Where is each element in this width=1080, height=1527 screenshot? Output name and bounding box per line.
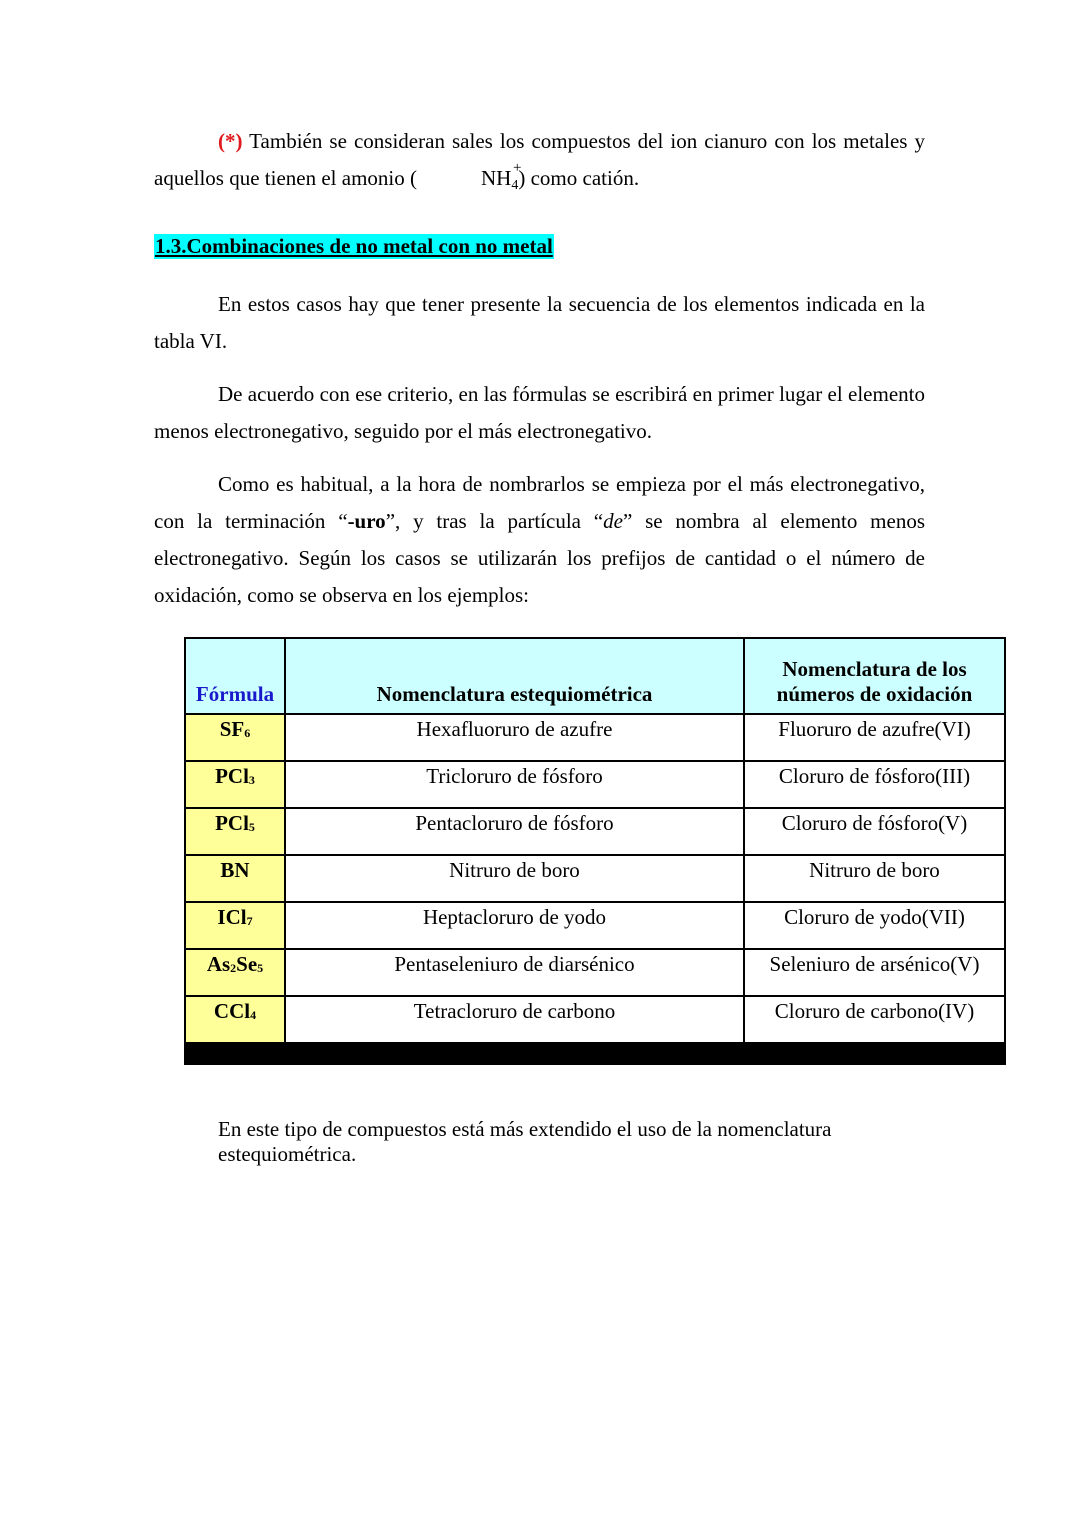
table-row	[185, 902, 1005, 949]
table-row	[185, 761, 1005, 808]
paragraph-3	[154, 466, 925, 614]
note-paragraph	[154, 123, 925, 204]
table-row	[185, 949, 1005, 996]
formula-subscript: 7	[246, 914, 253, 928]
table-header-row	[185, 638, 1005, 714]
ammonium-subscript: 4	[511, 178, 519, 193]
oxidation-name-cell: Cloruro de yodo(VII)	[744, 902, 1005, 949]
header-stoichiometric: Nomenclatura estequiométrica	[285, 638, 744, 714]
formula-subscript: 2	[230, 961, 237, 975]
note-text-2: ) como catión.	[518, 166, 640, 190]
closing-paragraph: En este tipo de compuestos está más extendido el uso de la nomenclatura estequiométrica.	[218, 1117, 832, 1166]
stoichiometric-name-cell: Pentaseleniuro de diarsénico	[285, 949, 744, 996]
stoichiometric-name-cell: Hexafluoruro de azufre	[285, 714, 744, 761]
ammonium-formula	[417, 160, 522, 204]
table-footer-bar	[185, 1043, 1005, 1064]
formula-cell	[185, 855, 285, 902]
header-oxidation: Nomenclatura de los números de oxidación	[744, 638, 1005, 714]
formula-element: BN	[220, 858, 250, 882]
footer-bar-cell	[285, 1043, 744, 1064]
paragraph-3-text-2: ”, y tras la partícula “	[385, 509, 604, 533]
formula-element: PCl	[215, 764, 249, 788]
paragraph-3-text-3: ” se nombra al elemento menos electronegativo. Según los casos se utilizarán los prefijos de cantidad o el número de oxidación, como se observa en los ejemplos:	[154, 509, 925, 607]
oxidation-name-cell: Seleniuro de arsénico(V)	[744, 949, 1005, 996]
formula-element: Se	[236, 952, 258, 976]
formula-cell	[185, 761, 285, 808]
table-row	[185, 808, 1005, 855]
table-row	[185, 996, 1005, 1043]
asterisk-marker: (*)	[218, 129, 243, 153]
formula-element: As	[206, 952, 231, 976]
oxidation-name-cell: Cloruro de fósforo(III)	[744, 761, 1005, 808]
table-row	[185, 855, 1005, 902]
stoichiometric-name-cell: Heptacloruro de yodo	[285, 902, 744, 949]
footer-bar-cell	[744, 1043, 1005, 1064]
ammonium-nh: NH	[481, 166, 512, 190]
formula-subscript: 5	[257, 961, 264, 975]
oxidation-name-cell: Nitruro de boro	[744, 855, 1005, 902]
footer-bar-cell	[185, 1043, 285, 1064]
oxidation-name-cell: Cloruro de fósforo(V)	[744, 808, 1005, 855]
stoichiometric-name-cell: Nitruro de boro	[285, 855, 744, 902]
header-formula: Fórmula	[185, 638, 285, 714]
paragraph-3-text-1: Como es habitual, a la hora de nombrarlos se empieza por el más electronegativo, con la terminación “	[154, 472, 925, 533]
formula-element: ICl	[217, 905, 247, 929]
formula-cell	[185, 949, 285, 996]
oxidation-name-cell: Fluoruro de azufre(VI)	[744, 714, 1005, 761]
formula-cell	[185, 808, 285, 855]
formula-element: CCl	[213, 999, 251, 1023]
nomenclature-table	[184, 637, 1006, 1065]
formula-subscript: 5	[248, 820, 255, 834]
note-text-1: También se consideran sales los compuestos del ion cianuro con los metales y aquellos que tienen el amonio (	[154, 129, 925, 190]
stoichiometric-name-cell: Tricloruro de fósforo	[285, 761, 744, 808]
ammonium-charge: +	[513, 160, 522, 176]
formula-cell	[185, 714, 285, 761]
formula-subscript: 4	[250, 1008, 257, 1022]
formula-subscript: 6	[244, 726, 251, 740]
formula-cell	[185, 996, 285, 1043]
formula-element: PCl	[215, 811, 249, 835]
formula-cell	[185, 902, 285, 949]
stoichiometric-name-cell: Pentacloruro de fósforo	[285, 808, 744, 855]
formula-subscript: 3	[248, 773, 255, 787]
paragraph-1: En estos casos hay que tener presente la secuencia de los elementos indicada en la tabla VI.	[154, 292, 925, 353]
formula-element: SF	[219, 717, 245, 741]
de-particle: de	[603, 509, 623, 533]
paragraph-2: De acuerdo con ese criterio, en las fórmulas se escribirá en primer lugar el elemento menos electronegativo, seguido por el más electronegativo.	[154, 382, 925, 443]
stoichiometric-name-cell: Tetracloruro de carbono	[285, 996, 744, 1043]
uro-suffix: -uro	[347, 509, 386, 533]
oxidation-name-cell: Cloruro de carbono(IV)	[744, 996, 1005, 1043]
section-heading: 1.3.Combinaciones de no metal con no metal	[155, 234, 553, 258]
table-row	[185, 714, 1005, 761]
